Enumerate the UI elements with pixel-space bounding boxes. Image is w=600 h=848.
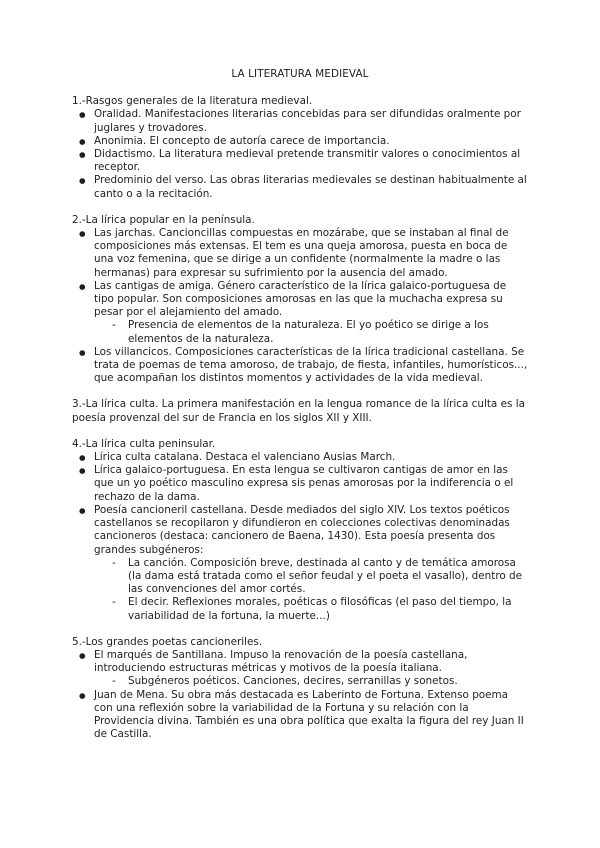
sub-list — [94, 557, 528, 623]
bullet-item: ● Predominio del verso. Las obras literarias medievales se destinan habitualmente al canto o a la recitación. — [94, 174, 528, 200]
sub-item: - La canción. Composición breve, destinada al canto y de temática amorosa (la dama está tratada como el señor feudal y el poeta el vasallo), dentro de las convenciones del amor cortés. — [128, 557, 528, 597]
sub-item: - Presencia de elementos de la naturaleza. El yo poético se dirige a los elementos de la naturaleza. — [128, 319, 528, 345]
bullet-text: Juan de Mena. Su obra más destacada es Laberinto de Fortuna. Extenso poema con una reflexión sobre la variabilidad de la Fortuna y su relación con la Providencia divina. También es una obra política que exalta la figura del rey Juan II de Castilla. — [94, 688, 524, 741]
section-heading: 4.-La lírica culta peninsular. — [72, 437, 216, 450]
bullet-list — [72, 451, 528, 623]
document-title: LA LITERATURA MEDIEVAL — [231, 68, 369, 80]
bullet-list — [72, 227, 528, 385]
bullet-item — [94, 689, 528, 742]
section-grandes-poetas — [72, 636, 528, 742]
bullet-text: El marqués de Santillana. Impuso la renovación de la poesía castellana, introduciendo estructuras métricas y motivos de la poesía italiana. — [94, 648, 468, 675]
bullet-text: Lírica culta catalana. Destaca el valenciano Ausias March. — [94, 451, 396, 464]
sub-list — [94, 319, 528, 345]
sub-item: - Subgéneros poéticos. Canciones, decires, serranillas y sonetos. — [128, 675, 528, 688]
section-paragraph: 3.-La lírica culta. La primera manifestación en la lengua romance de la lírica culta es la poesía provenzal del sur de Francia en los siglos XII y XIII. — [72, 398, 525, 424]
bullet-item — [94, 346, 528, 386]
section-lirica-culta — [72, 398, 528, 424]
document-page — [72, 68, 528, 754]
sub-item: - El decir. Reflexiones morales, poéticas o filosóficas (el paso del tiempo, la variabilidad de la fortuna, la muerte...) — [128, 596, 528, 622]
bullet-item: ● Oralidad. Manifestaciones literarias concebidas para ser difundidas oralmente por juglares y trovadores. — [94, 108, 528, 134]
section-rasgos-generales — [72, 95, 528, 201]
section-heading: 2.-La lírica popular en la península. — [72, 213, 255, 226]
bullet-item — [94, 280, 528, 346]
bullet-item — [94, 504, 528, 623]
bullet-list — [72, 649, 528, 741]
sub-list — [94, 675, 528, 688]
bullet-text: Las cantigas de amiga. Género característico de la lírica galaico-portuguesa de tipo popular. Son composiciones amorosas en las que la muchacha expresa su pesar por el alejamiento del amado. — [94, 279, 507, 319]
bullet-item — [94, 451, 528, 464]
bullet-item: ● Didactismo. La literatura medieval pretende transmitir valores o conocimientos al receptor. — [94, 148, 528, 174]
bullet-item — [94, 464, 528, 504]
section-heading: 1.-Rasgos generales de la literatura medieval. — [72, 95, 313, 108]
bullet-item — [94, 649, 528, 689]
bullet-text: Los villancicos. Composiciones características de la lírica tradicional castellana. Se trata de poemas de tema amoroso, de trabajo, de fiesta, infantiles, humorísticos..., que acompañan los distintos momentos y actividades de la vida medieval. — [94, 345, 528, 385]
bullet-text: Lírica galaico-portuguesa. En esta lengua se cultivaron cantigas de amor en las que un yo poético masculino expresa sis penas amorosas por la indiferencia o el rechazo de la dama. — [94, 464, 514, 503]
bullet-item — [94, 227, 528, 280]
bullet-list — [72, 108, 528, 200]
bullet-text: Las jarchas. Cancioncillas compuestas en mozárabe, que se instaban al final de composiciones más extensas. El tem es una queja amorosa, puesta en boca de una voz femenina, que se dirige a un confidente (normalmente la madre o las hermanas) para expresar su sufrimiento por la ausencia del amado. — [94, 227, 509, 279]
bullet-item: ● Anonimia. El concepto de autoría carece de importancia. — [94, 135, 528, 148]
bullet-text: Poesía cancioneril castellana. Desde mediados del siglo XIV. Los textos poéticos castellanos se recopilaron y difundieron en colecciones colectivas denominadas cancioneros (destaca: cancionero de Baena, 1430). Esta poesía presenta dos grandes subgéneros: — [94, 503, 510, 556]
section-lirica-popular — [72, 214, 528, 386]
section-lirica-culta-peninsular — [72, 438, 528, 623]
section-heading: 5.-Los grandes poetas cancioneriles. — [72, 635, 263, 648]
